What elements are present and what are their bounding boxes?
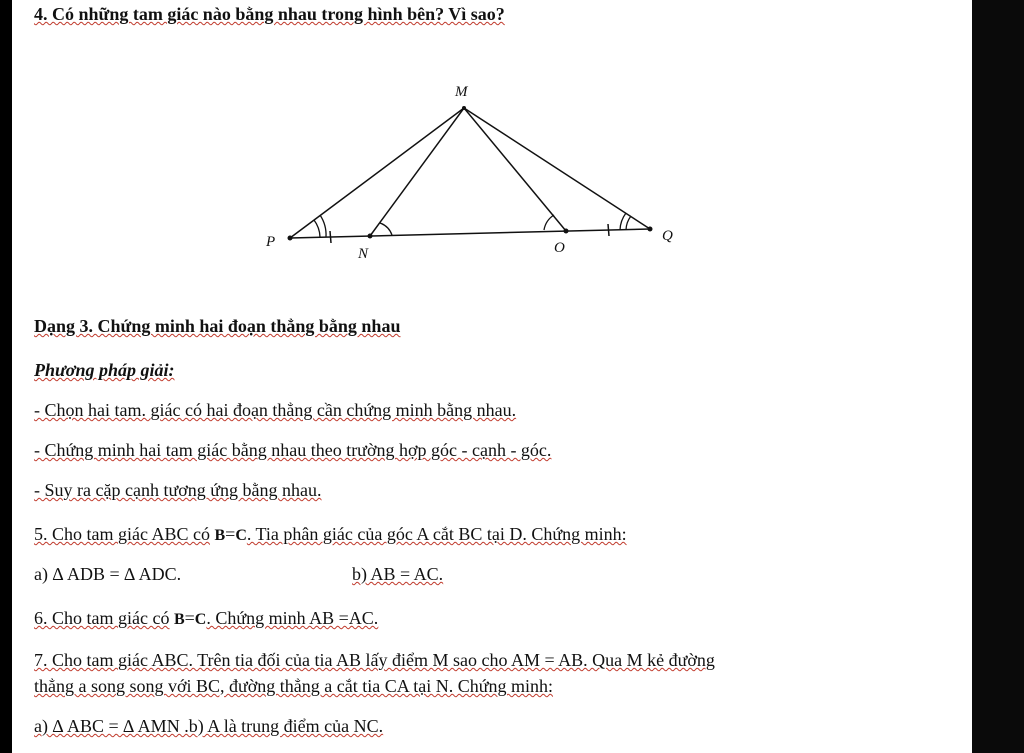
angle-arc-q-2 xyxy=(626,216,631,230)
point-o xyxy=(564,229,569,234)
question-7-answer-text: a) ∆ ABC = ∆ AMN .b) A là trung điểm của NC. xyxy=(34,716,384,736)
label-p: P xyxy=(266,234,276,250)
question-7-line-2 xyxy=(34,676,553,697)
question-5-prefix: 5. Cho tam giác ABC có xyxy=(34,524,210,544)
angle-arc-p-1 xyxy=(320,215,326,237)
worksheet-page xyxy=(12,0,972,753)
section-3-heading xyxy=(34,316,400,337)
tick-pn xyxy=(330,231,331,243)
angle-c-symbol: C xyxy=(235,527,247,544)
angle-arc-o xyxy=(544,215,554,230)
question-6-suffix: . Chứng minh AB =AC. xyxy=(206,608,379,628)
question-4 xyxy=(34,4,505,25)
question-5-part-a xyxy=(34,564,181,585)
question-5-part-b-text: b) AB = AC. xyxy=(352,564,444,584)
angle-arc-n xyxy=(380,223,392,235)
label-m: M xyxy=(455,84,468,100)
segment-nm xyxy=(370,108,464,236)
equals-sign: = xyxy=(225,524,236,544)
point-n xyxy=(368,234,373,239)
method-step-3-text: - Suy ra cặp cạnh tương ứng bằng nhau. xyxy=(34,480,322,500)
question-5 xyxy=(34,524,627,545)
label-n: N xyxy=(358,246,369,262)
angle-b-symbol: B xyxy=(214,527,226,544)
method-step-2 xyxy=(34,440,551,461)
question-7-answer xyxy=(34,716,383,737)
question-4-text: 4. Có những tam giác nào bằng nhau trong hình bên? Vì sao? xyxy=(34,4,505,24)
angle-arc-q-1 xyxy=(620,213,626,230)
method-step-1 xyxy=(34,400,516,421)
question-7-line-1-text: 7. Cho tam giác ABC. Trên tia đối của tia AB lấy điểm M sao cho AM = AB. Qua M kẻ đường xyxy=(34,650,715,670)
right-margin-bar xyxy=(972,0,1024,753)
question-6 xyxy=(34,608,378,629)
segment-qm xyxy=(464,108,650,229)
tick-oq xyxy=(608,224,609,236)
triangle-figure xyxy=(252,70,692,270)
question-5-part-a-text: a) ∆ ADB = ∆ ADC. xyxy=(34,564,182,584)
point-p xyxy=(288,236,293,241)
label-o: O xyxy=(554,240,565,256)
angle-c-symbol-q6: C xyxy=(194,611,207,628)
segment-om xyxy=(464,108,566,231)
method-step-3 xyxy=(34,480,321,501)
angle-arc-p-2 xyxy=(314,220,320,237)
segment-pq xyxy=(290,229,650,238)
point-q xyxy=(648,227,653,232)
question-7-line-2-text: thẳng a song song với BC, đường thẳng a cắt tia CA tại N. Chứng minh: xyxy=(34,676,554,696)
section-3-heading-text: Dạng 3. Chứng minh hai đoạn thẳng bằng nhau xyxy=(34,316,401,336)
point-m xyxy=(462,106,466,110)
method-step-1-text: - Chọn hai tam. giác có hai đoạn thẳng cần chứng minh bằng nhau. xyxy=(34,400,517,420)
triangle-diagram xyxy=(252,70,692,270)
segment-pm xyxy=(290,108,464,238)
method-step-2-text: - Chứng minh hai tam giác bằng nhau theo trường hợp góc - cạnh - góc. xyxy=(34,440,552,460)
equals-sign-q6: = xyxy=(184,608,195,628)
question-5-suffix: . Tia phân giác của góc A cắt BC tại D. Chứng minh: xyxy=(246,524,627,544)
label-q: Q xyxy=(662,228,673,244)
question-6-prefix: 6. Cho tam giác có xyxy=(34,608,170,628)
method-label-text: Phương pháp giải: xyxy=(34,360,175,380)
question-5-part-b xyxy=(352,564,443,585)
angle-b-symbol-q6: B xyxy=(173,611,185,628)
question-7-line-1 xyxy=(34,650,715,671)
method-label xyxy=(34,360,174,381)
